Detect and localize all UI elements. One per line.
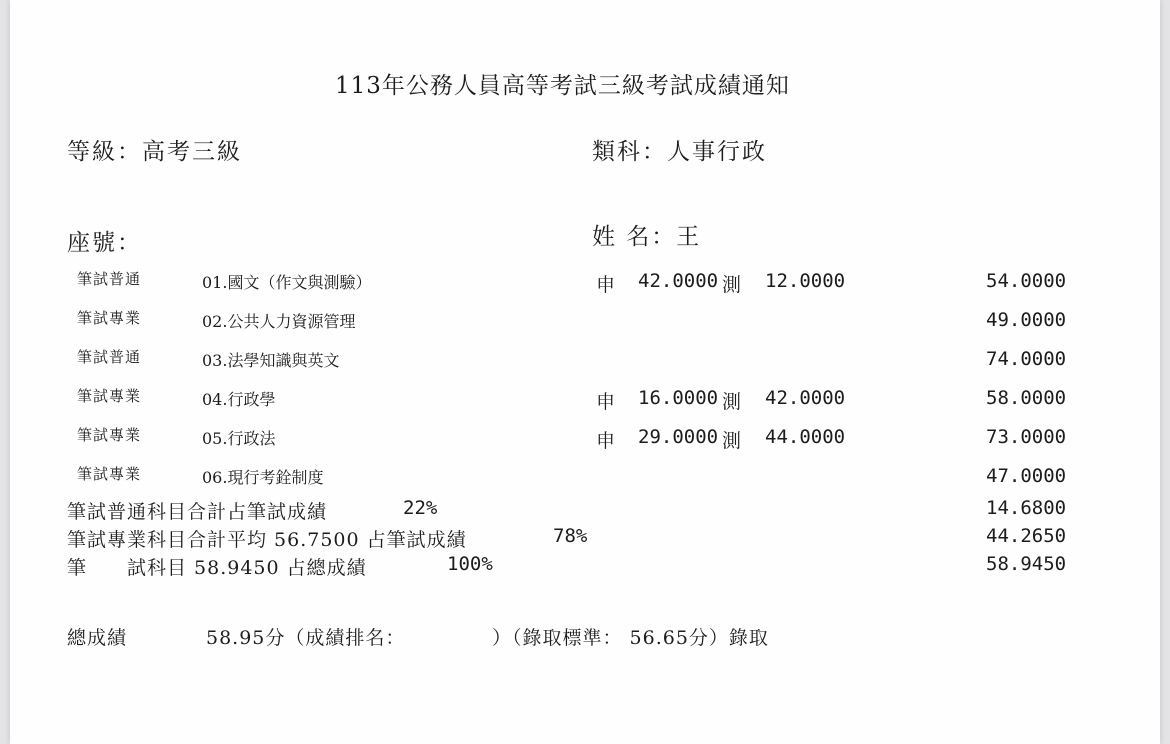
subject-type: 筆試專業: [77, 309, 142, 327]
written-exam-percent: 100%: [447, 553, 493, 575]
subject-total: 47.0000: [986, 465, 1067, 487]
essay-marker: 申: [596, 391, 617, 413]
subject-total: 54.0000: [986, 270, 1067, 292]
subject-name: 03.法學知識與英文: [202, 351, 340, 370]
grade-label: 等級：高考三級: [67, 139, 242, 165]
essay-score: 29.0000: [638, 426, 719, 448]
total-score-and-rank: 58.95分（成績排名：: [206, 627, 406, 649]
category-label: 類科：人事行政: [592, 139, 767, 165]
essay-score: 42.0000: [638, 270, 719, 292]
notice-title: 113年公務人員高等考試三級考試成績通知: [335, 73, 790, 99]
written-exam-summary-label: 筆 試科目 58.9450 占總成績: [67, 557, 367, 579]
subject-type: 筆試普通: [77, 348, 142, 366]
professional-subjects-summary-label: 筆試專業科目合計平均 56.7500 占筆試成績: [67, 529, 467, 551]
subject-name: 05.行政法: [202, 429, 276, 448]
subject-type: 筆試專業: [77, 387, 142, 405]
test-marker: 測: [722, 274, 742, 296]
general-subjects-summary-label: 筆試普通科目合計占筆試成績: [67, 501, 328, 523]
seat-number-label: 座號：: [67, 230, 142, 256]
written-exam-weighted: 58.9450: [986, 553, 1067, 575]
admission-standard-and-result: ）（錄取標準： 56.65分）錄取: [492, 627, 769, 649]
subject-total: 73.0000: [986, 426, 1067, 448]
subject-total: 74.0000: [986, 348, 1067, 370]
subject-name: 02.公共人力資源管理: [202, 312, 356, 331]
essay-marker: 申: [596, 430, 617, 452]
general-subjects-weighted: 14.6800: [986, 497, 1067, 519]
candidate-name-label: 姓 名：王: [592, 224, 702, 250]
subject-total: 49.0000: [986, 309, 1067, 331]
subject-type: 筆試普通: [77, 270, 142, 288]
test-marker: 測: [722, 430, 742, 452]
subject-type: 筆試專業: [77, 465, 142, 483]
professional-subjects-percent: 78%: [553, 525, 588, 547]
subject-name: 04.行政學: [202, 390, 276, 409]
total-score-label: 總成績: [67, 627, 128, 649]
professional-subjects-weighted: 44.2650: [986, 525, 1067, 547]
essay-score: 16.0000: [638, 387, 719, 409]
subject-type: 筆試專業: [77, 426, 142, 444]
test-score: 42.0000: [765, 387, 846, 409]
subject-name: 01.國文（作文與測驗）: [202, 273, 372, 292]
subject-total: 58.0000: [986, 387, 1067, 409]
test-marker: 測: [722, 391, 742, 413]
test-score: 12.0000: [765, 270, 846, 292]
subject-name: 06.現行考銓制度: [202, 468, 324, 487]
test-score: 44.0000: [765, 426, 846, 448]
essay-marker: 申: [596, 274, 617, 296]
score-notice-sheet: [10, 0, 1160, 744]
general-subjects-percent: 22%: [403, 497, 438, 519]
